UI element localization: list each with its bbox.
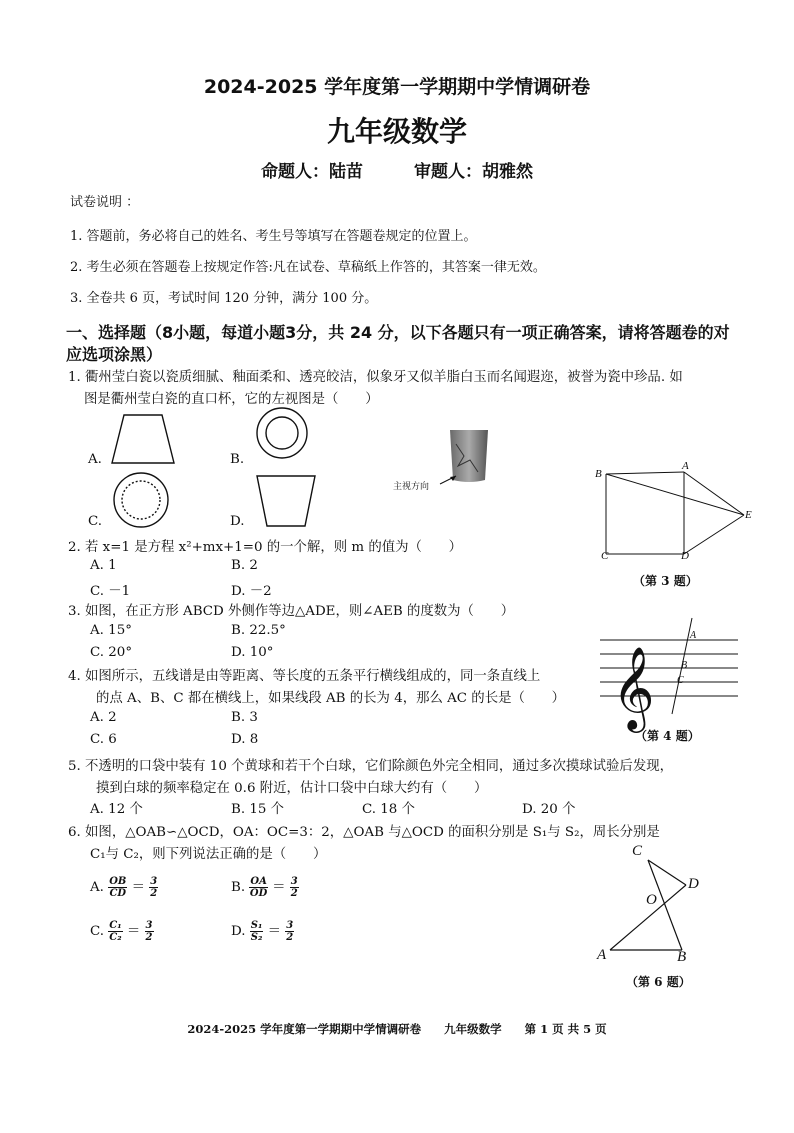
q6-label-b: B xyxy=(677,949,687,965)
q6-label-c: C xyxy=(632,843,643,859)
q3-option-d: D. 10° xyxy=(231,645,274,660)
q4-caption: （第 4 题） xyxy=(635,729,700,743)
q6-option-d-letter: D. xyxy=(231,924,246,939)
q6-option-c-letter: C. xyxy=(90,924,105,939)
q6-b-den: OD xyxy=(249,888,268,899)
q4-option-d: D. 8 xyxy=(231,732,259,747)
q6-option-b: B. $\frac{OA}{OD}$ ＝ $\frac{3}{2}$ xyxy=(231,876,298,899)
q6-a-rhs-den: 2 xyxy=(150,888,158,899)
q2-option-d: D. －2 xyxy=(231,584,272,599)
q4-option-a: A. 2 xyxy=(90,710,117,725)
q6-c-num: C₁ xyxy=(109,920,122,931)
q4-staff-figure xyxy=(598,612,740,729)
q2-text: 2. 若 x=1 是方程 x²+mx+1=0 的一个解，则 m 的值为（ ） xyxy=(68,540,463,555)
q1-option-a: A. xyxy=(88,452,102,467)
q3-label-a: A xyxy=(682,460,689,472)
q3-label-d: D xyxy=(681,550,689,562)
q6-option-b-letter: B. xyxy=(231,880,246,895)
instruction-item: 1. 答题前，务必将自己的姓名、考生号等填写在答题卷规定的位置上。 xyxy=(70,229,477,244)
q6-b-rhs-den: 2 xyxy=(290,888,298,899)
q1-circles-b xyxy=(255,406,309,460)
q4-label-c: C xyxy=(677,675,684,686)
q6-figure xyxy=(600,850,720,965)
q6-c-rhs-den: 2 xyxy=(145,932,153,943)
q4-option-c: C. 6 xyxy=(90,732,117,747)
q6-a-rhs-num: 3 xyxy=(150,876,158,887)
q5-option-a: A. 12 个 xyxy=(90,802,143,817)
q6-c-rhs-num: 3 xyxy=(145,920,153,931)
q5-text-line2: 摸到白球的频率稳定在 0.6 附近，估计口袋中白球大约有（ ） xyxy=(96,781,488,796)
page-footer: 2024-2025 学年度第一学期期中学情调研卷 九年级数学 第 1 页 共 5 页 xyxy=(187,1022,607,1036)
q3-label-e: E xyxy=(745,509,752,521)
q2-option-b: B. 2 xyxy=(231,558,258,573)
q6-label-o: O xyxy=(646,892,657,908)
instruction-item: 3. 全卷共 6 页，考试时间 120 分钟，满分 100 分。 xyxy=(70,291,378,306)
q4-text-line1: 4. 如图所示，五线谱是由等距离、等长度的五条平行横线组成的，同一条直线上 xyxy=(68,669,541,684)
q3-option-c: C. 20° xyxy=(90,645,133,660)
q3-label-b: B xyxy=(595,468,602,480)
q1-trapezoid-a xyxy=(110,413,180,465)
q5-option-c: C. 18 个 xyxy=(362,802,415,817)
authors-line: 命题人：陆苗 审题人：胡雅然 xyxy=(261,162,533,182)
q1-text-line1: 1. 衢州莹白瓷以瓷质细腻、釉面柔和、透亮皎洁，似象牙又似羊脂白玉而名闻遐迩，被誉为瓷中珍品. 如 xyxy=(68,370,683,385)
q3-label-c: C xyxy=(601,550,609,562)
q5-option-b: B. 15 个 xyxy=(231,802,285,817)
q4-option-b: B. 3 xyxy=(231,710,258,725)
q2-option-c: C. －1 xyxy=(90,584,131,599)
q6-d-num: S₁ xyxy=(250,920,263,931)
q6-c-den: C₂ xyxy=(109,932,122,943)
q6-option-a: A. $\frac{OB}{CD}$ ＝ $\frac{3}{2}$ xyxy=(90,876,158,899)
treble-clef-icon: 𝄞 xyxy=(612,645,655,729)
instructions-heading: 试卷说明 ： xyxy=(70,195,140,210)
q6-option-c: C. $\frac{\text{C₁}}{\text{C₂}}$ ＝ $\frac{3}{2}$ xyxy=(90,920,153,943)
instruction-item: 2. 考生必须在答题卷上按规定作答:凡在试卷、草稿纸上作答的，其答案一律无效。 xyxy=(70,260,546,275)
q5-text-line1: 5. 不透明的口袋中装有 10 个黄球和若干个白球，它们除颜色外完全相同，通过多次摸球试验后发现， xyxy=(68,759,673,774)
q1-trapezoid-d xyxy=(255,474,317,528)
q1-option-d: D. xyxy=(230,514,245,529)
q1-text-line2: 图是衢州莹白瓷的直口杯，它的左视图是（ ） xyxy=(84,392,379,407)
q3-text: 3. 如图，在正方形 ABCD 外侧作等边△ADE，则∠AEB 的度数为（ ） xyxy=(68,604,515,619)
q3-caption: （第 3 题） xyxy=(633,574,698,588)
q5-option-d: D. 20 个 xyxy=(522,802,576,817)
q6-d-rhs-den: 2 xyxy=(286,932,294,943)
q6-option-d: D. $\frac{\text{S₁}}{\text{S₂}}$ ＝ $\frac{3}{2}$ xyxy=(231,920,294,943)
subject-title: 九年级数学 xyxy=(326,115,467,148)
exam-title: 2024-2025 学年度第一学期期中学情调研卷 xyxy=(203,76,591,98)
section-heading: 一、选择题（8小题，每道小题3分，共 24 分，以下各题只有一项正确答案，请将答题卷的对应选项涂黑） xyxy=(66,323,730,364)
q6-text-line1: 6. 如图，△OAB∽△OCD，OA：OC=3：2，△OAB 与△OCD 的面积分别是 S₁与 S₂，周长分别是 xyxy=(68,825,660,840)
q4-label-b: B xyxy=(681,660,688,671)
q6-d-rhs-num: 3 xyxy=(286,920,294,931)
q6-a-den: CD xyxy=(109,888,127,899)
q6-a-num: OB xyxy=(109,876,127,887)
q3-option-b: B. 22.5° xyxy=(231,623,286,638)
q6-d-den: S₂ xyxy=(250,932,263,943)
q6-text-line2: C₁与 C₂，则下列说法正确的是（ ） xyxy=(90,847,327,862)
q6-b-num: OA xyxy=(250,876,267,887)
q3-option-a: A. 15° xyxy=(90,623,132,638)
q2-option-a: A. 1 xyxy=(90,558,117,573)
q6-label-a: A xyxy=(597,947,607,963)
q4-label-a: A xyxy=(690,630,697,641)
q4-text-line2: 的点 A、B、C 都在横线上，如果线段 AB 的长为 4，那么 AC 的长是（ ） xyxy=(96,691,566,706)
q6-caption: （第 6 题） xyxy=(626,975,691,989)
q6-option-a-letter: A. xyxy=(90,880,104,895)
view-direction-label: 主视方向 xyxy=(393,482,430,492)
q6-b-rhs-num: 3 xyxy=(290,876,298,887)
q6-label-d: D xyxy=(688,876,699,892)
q1-option-c: C. xyxy=(88,514,103,529)
q1-circles-c xyxy=(112,471,170,529)
q1-option-b: B. xyxy=(230,452,245,467)
